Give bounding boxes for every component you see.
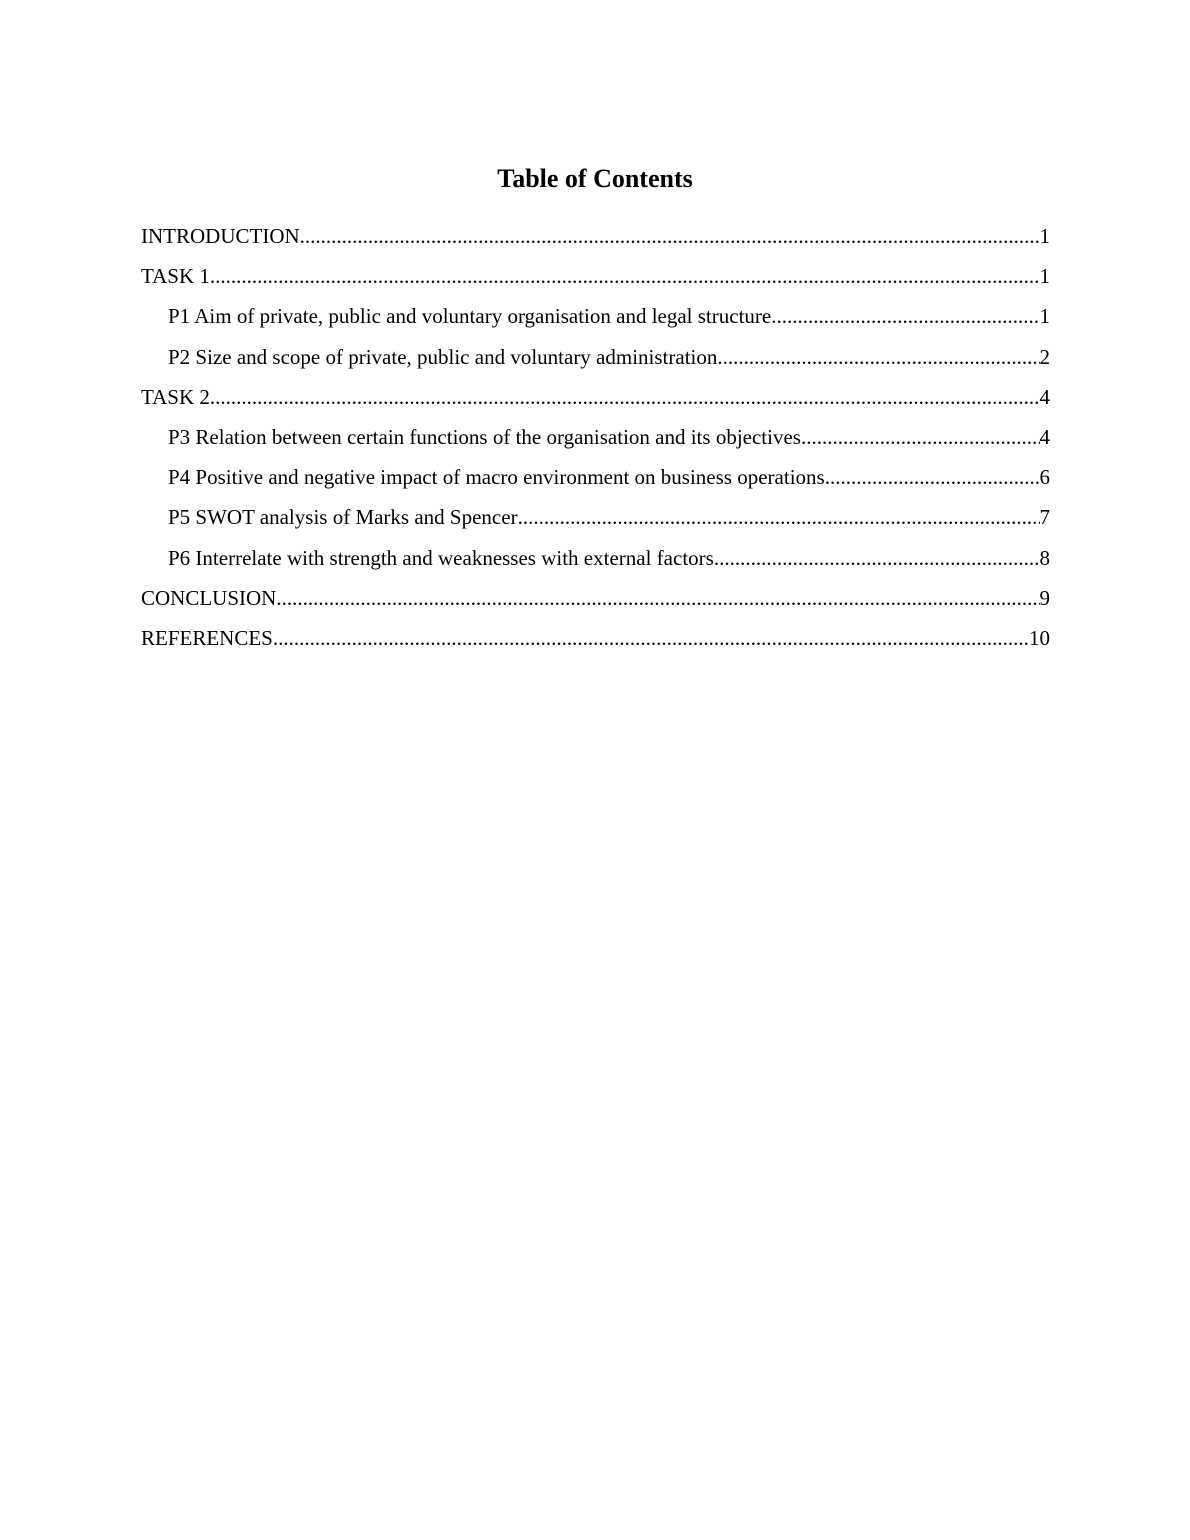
toc-entry-p5[interactable] [141, 501, 1050, 541]
toc-entry-text: REFERENCES [141, 625, 273, 650]
toc-entry-p6[interactable] [141, 542, 1050, 582]
toc-dot-leader [825, 461, 1040, 493]
toc-entry-text: CONCLUSION [141, 585, 277, 610]
toc-title: Table of Contents [497, 164, 693, 193]
toc-page-number: 4 [1039, 384, 1050, 409]
toc-entry-text: INTRODUCTION [141, 224, 300, 248]
toc-entry-text: P2 Size and scope of private, public and voluntary administration [168, 344, 718, 369]
toc-entry-text: P5 SWOT analysis of Marks and Spencer [168, 505, 518, 530]
toc-dot-leader [714, 542, 1040, 574]
toc-page-number: 6 [1039, 465, 1050, 490]
toc-dot-leader [300, 220, 1040, 252]
toc-page-number: 2 [1039, 344, 1050, 369]
toc-entry-text: TASK 2 [141, 384, 210, 409]
toc-dot-leader [210, 381, 1040, 413]
toc-page-number: 8 [1039, 545, 1050, 570]
toc-entry-text: TASK 1 [141, 264, 210, 289]
toc-page-number: 1 [1039, 264, 1050, 289]
toc-entry-text: P6 Interrelate with strength and weaknesses with external factors [168, 545, 714, 570]
toc-dot-leader [717, 341, 1039, 373]
toc-dot-leader [518, 501, 1040, 533]
toc-entry-task-2[interactable] [141, 381, 1050, 421]
toc-page-number: 4 [1039, 424, 1050, 449]
toc-page-number: 1 [1039, 304, 1050, 329]
toc-dot-leader [276, 582, 1039, 614]
toc-entry-task-1[interactable] [141, 260, 1050, 300]
toc-page-number: 10 [1029, 625, 1050, 650]
toc-entry-introduction[interactable] [141, 220, 1050, 260]
toc-entry-references[interactable] [141, 622, 1050, 662]
toc-list [141, 220, 1050, 662]
toc-dot-leader [210, 260, 1040, 292]
toc-page-number: 7 [1039, 505, 1050, 530]
toc-entry-text: P4 Positive and negative impact of macro environment on business operations [168, 465, 825, 490]
toc-entry-p3[interactable] [141, 421, 1050, 461]
toc-page-number: 9 [1039, 585, 1050, 610]
toc-entry-p1[interactable] [141, 300, 1050, 340]
toc-entry-text: P3 Relation between certain functions of the organisation and its objectives [168, 424, 801, 449]
toc-entry-p4[interactable] [141, 461, 1050, 501]
toc-dot-leader [801, 421, 1040, 453]
toc-entry-text: P1 Aim of private, public and voluntary organisation and legal structure [168, 304, 772, 329]
toc-entry-conclusion[interactable] [141, 582, 1050, 622]
toc-dot-leader [771, 300, 1039, 332]
toc-entry-p2[interactable] [141, 341, 1050, 381]
toc-page-number: 1 [1039, 224, 1050, 248]
toc-dot-leader [273, 622, 1029, 654]
